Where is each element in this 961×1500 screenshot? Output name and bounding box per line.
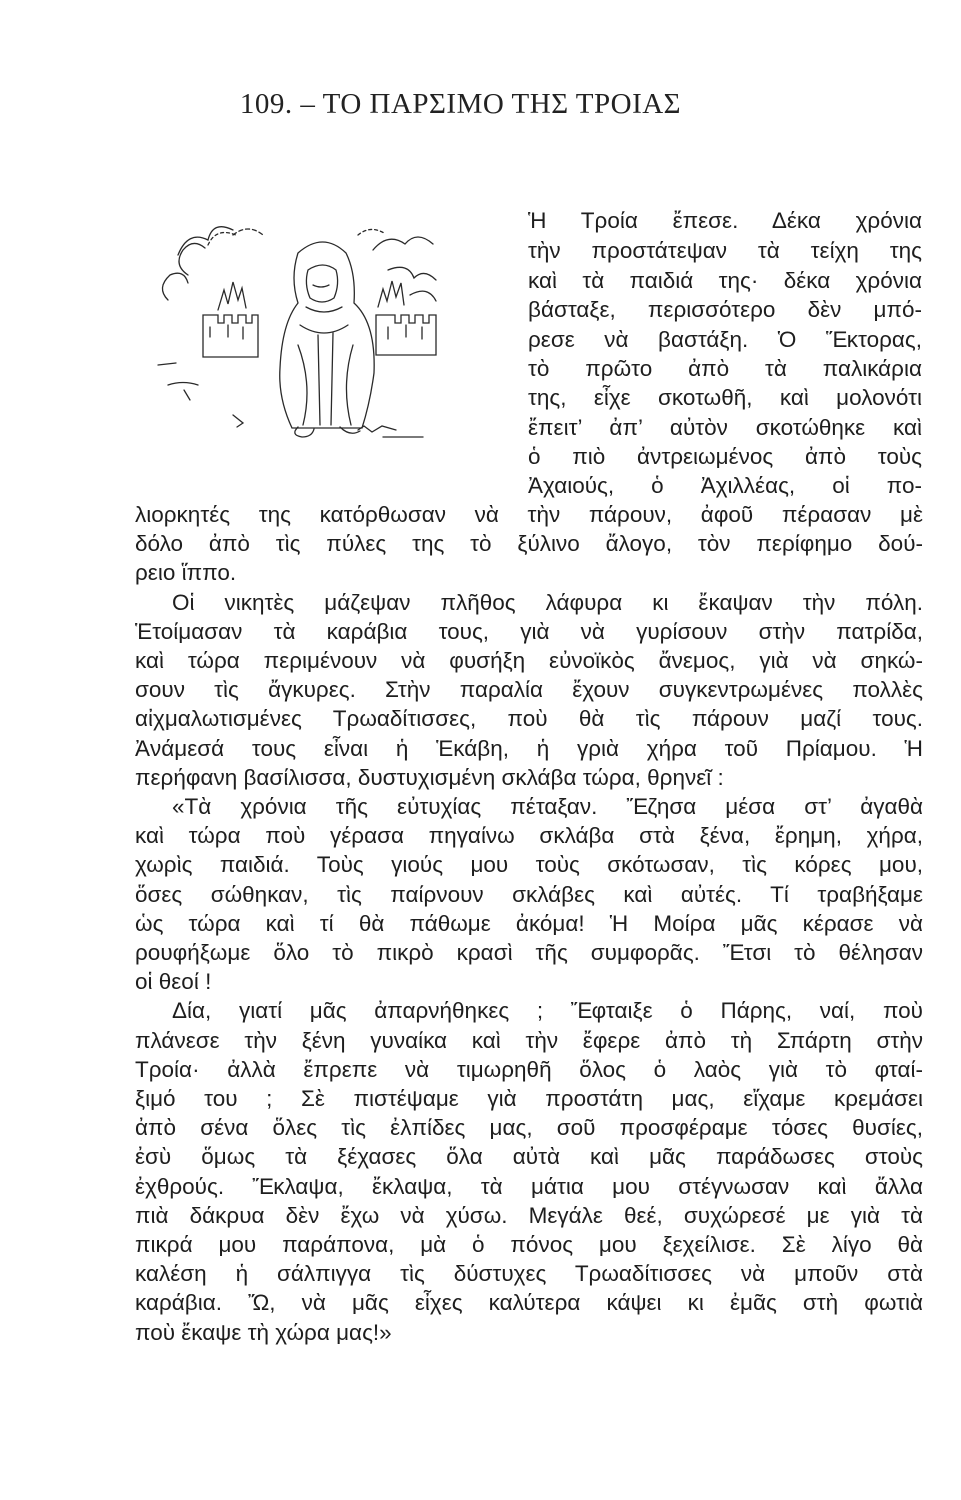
text-line: Δία, γιατί μᾶς ἀπαρνήθηκες ; Ἔφταιξε ὁ Πάρης, ναί, ποὺ [172,998,923,1023]
text-line: ὁ πιὸ ἀντρειωμένος ἀπὸ τοὺς [528,444,922,469]
page-title: 109. – ΤΟ ΠΑΡΣΙΜΟ ΤΗΣ ΤΡΟΙΑΣ [239,88,682,120]
text-line: αἰχμαλωτισμένες Τρωαδίτισσες, ποὺ θὰ τὶς πάρουν μαζί τους. [135,706,923,731]
text-line: βάσταξε, περισσότερο δὲν μπό- [528,297,922,322]
text-line: ρεσε νὰ βαστάξη. Ὁ Ἕκτορας, [528,327,922,352]
text-line: χωρὶς παιδιά. Τοὺς γιούς μου τοὺς σκότωσαν, τὶς κόρες μου, [135,852,923,877]
text-line: Τροία· ἀλλὰ ἔπρεπε νὰ τιμωρηθῆ ὅλος ὁ λαὸς γιὰ τὸ φταί- [135,1057,923,1082]
text-line: Ἀχαιούς, ὁ Ἀχιλλέας, οἱ πο- [528,473,922,498]
text-line: ξιμό του ; Σὲ πιστέψαμε γιὰ προστάτη μας, εἴχαμε κρεμάσει [135,1086,923,1111]
text-line: Ἡ Τροία ἔπεσε. Δέκα χρόνια [528,208,922,233]
text-line: ἀπὸ σένα ὅλες τὶς ἐλπίδες μας, σοῦ προσφέραμε τόσες θυσίες, [135,1115,923,1140]
text-line: καὶ τὰ παιδιά της· δέκα χρόνια [528,268,922,293]
text-line: πικρά μου παράπονα, μὰ ὁ πόνος μου ξεχείλισε. Σὲ λίγο θὰ [135,1232,923,1257]
text-line: πιὰ δάκρυα δὲν ἔχω νὰ χύσω. Μεγάλε θεέ, συχώρεσέ με γιὰ τὰ [135,1203,923,1228]
text-line: «Τὰ χρόνια τῆς εὐτυχίας πέταξαν. Ἔζησα μέσα στ’ ἀγαθὰ [172,794,923,819]
text-line: περήφανη βασίλισσα, δυστυχισμένη σκλάβα τώρα, θρηνεῖ : [135,765,724,790]
text-line: ἐχθρούς. Ἔκλαψα, ἔκλαψα, τὰ μάτια μου στέγνωσαν καὶ ἄλλα [135,1174,923,1199]
text-line: ρουφήξωμε ὅλο τὸ πικρὸ κρασὶ τῆς συμφορᾶς. Ἔτσι τὸ θέλησαν [135,940,923,965]
text-line: σουν τὶς ἄγκυρες. Στὴν παραλία ἔχουν συγκεντρωμένες πολλὲς [135,677,923,702]
text-line: Ἑτοίμασαν τὰ καράβια τους, γιὰ νὰ γυρίσουν στὴν πατρίδα, [135,619,923,644]
text-line: ὡς τώρα καὶ τί θὰ πάθωμε ἀκόμα! Ἡ Μοίρα μᾶς κέρασε νὰ [135,911,923,936]
text-line: οἱ θεοί ! [135,969,212,994]
text-line: καὶ τώρα ποὺ γέρασα πηγαίνω σκλάβα στὰ ξένα, ἔρημη, χήρα, [135,823,923,848]
text-line: ἔπειτ’ ἀπ’ αὐτὸν σκοτώθηκε καὶ [528,415,922,440]
text-line: Οἱ νικητὲς μάζεψαν πλῆθος λάφυρα κι ἔκαψαν τὴν πόλη. [172,590,923,615]
text-line: δόλο ἀπὸ τὶς πύλες της τὸ ξύλινο ἄλογο, τὸν περίφημο δού- [135,531,923,556]
hecuba-burning-troy-illustration [148,215,493,450]
text-line: λιορκητές της κατόρθωσαν νὰ τὴν πάρουν, ἀφοῦ πέρασαν μὲ [135,502,923,527]
text-line: τὸ πρῶτο ἀπὸ τὰ παλικάρια [528,356,922,381]
text-line: ποὺ ἔκαψε τὴ χώρα μας!» [135,1320,392,1345]
text-line: Ἀνάμεσά τους εἶναι ἡ Ἑκάβη, ἡ γριὰ χήρα τοῦ Πρίαμου. Ἡ [135,736,923,761]
text-line: ὅσες σώθηκαν, τὶς παίρνουν σκλάβες καὶ αὐτές. Τί τραβήξαμε [135,882,923,907]
text-line: καράβια. Ὤ, νὰ μᾶς εἶχες καλύτερα κάψει κι ἐμᾶς στὴ φωτιὰ [135,1290,923,1315]
text-line: τὴν προστάτεψαν τὰ τείχη της [528,238,922,263]
text-line: ἐσὺ ὅμως τὰ ξέχασες ὅλα αὐτὰ καὶ μᾶς παράδωσες στοὺς [135,1144,923,1169]
text-line: της, εἶχε σκοτωθῆ, καὶ μολονότι [528,385,922,410]
text-line: καὶ τώρα περιμένουν νὰ φυσήξη εὐνοϊκὸς ἄνεμος, γιὰ νὰ σηκώ- [135,648,923,673]
text-line: καλέση ἡ σάλπιγγα τὶς δύστυχες Τρωαδίτισσες νὰ μποῦν στὰ [135,1261,923,1286]
text-line: ρειο ἵππο. [135,560,237,585]
text-line: πλάνεσε τὴν ξένη γυναίκα καὶ τὴν ἔφερε ἀπὸ τὴ Σπάρτη στὴν [135,1028,923,1053]
